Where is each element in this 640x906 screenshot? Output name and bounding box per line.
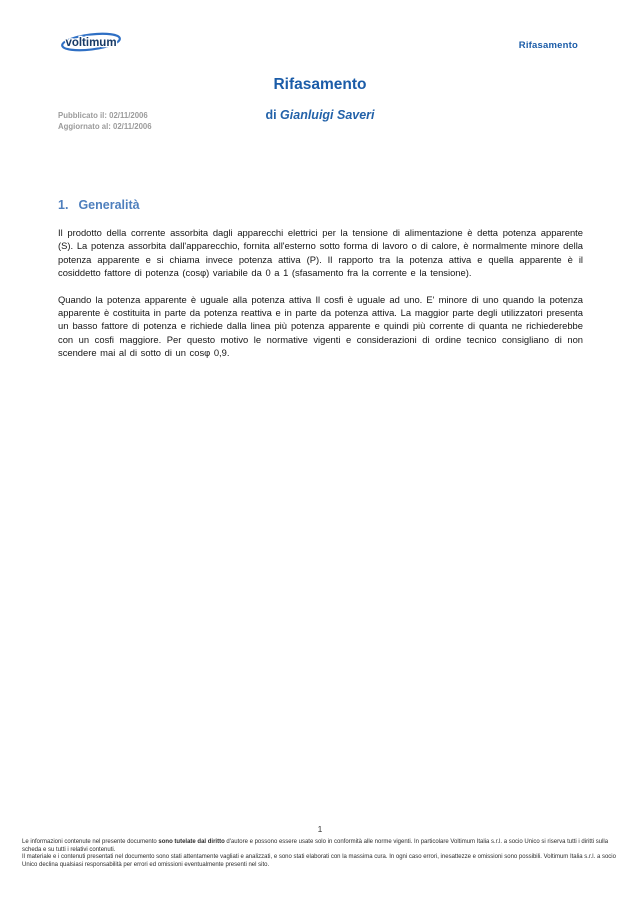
- author-name: Gianluigi Saveri: [280, 108, 375, 122]
- page-number: 1: [317, 824, 323, 834]
- footer-legal: [22, 839, 620, 869]
- logo-orbit-icon: [60, 30, 122, 54]
- section-number: 1.: [58, 198, 69, 212]
- logo-wordmark: voltimum: [65, 37, 117, 49]
- legal-paragraph: [22, 839, 620, 854]
- updated-date: Aggiornato al: 02/11/2006: [58, 121, 152, 131]
- legal-paragraph: Il materiale e i contenuti presentati nel documento sono stati attentamente vagliati e analizzati, e sono stati elaborati con la massima cura. In ogni caso errori, inesattezze e omissioni sono possibili. Voltimum Italia s.r.l. a socio Unico declina qualsiasi responsabilità per errori ed omissioni eventualmente presenti nel sito.: [22, 854, 616, 868]
- body-text: [58, 226, 583, 373]
- legal-text-pre: Le informazioni contenute nel presente documento: [22, 839, 159, 845]
- page-title: Rifasamento: [273, 76, 367, 93]
- section-title: Generalità: [78, 198, 140, 212]
- byline: [0, 108, 640, 122]
- published-date: Pubblicato il: 02/11/2006: [58, 111, 148, 120]
- section-heading: [58, 198, 140, 212]
- voltimum-logo: [60, 30, 122, 54]
- byline-prefix: di: [265, 108, 281, 122]
- legal-text-post: d'autore e possono essere usate solo in conformità alle norme vigenti. In particolare Voltimum Italia s.r.l. a socio Unico si riserva tutti i diritti sulla scheda e su tutti i relativi contenuti.: [22, 839, 609, 853]
- legal-text-bold: sono tutelate dal diritto: [158, 839, 225, 845]
- paragraph: Quando la potenza apparente è uguale alla potenza attiva Il cosfi è uguale ad uno. E' minore di uno quando la potenza apparente è costituita in parte da potenza reattiva e in parte da potenza attiva. La maggior parte degli utilizzatori presenta un basso fattore di potenza e richiede dalla linea più potenza apparente e quindi più corrente di quanta ne richiederebbe con un cosfi maggiore. Per questo motivo le normative vigenti e considerazioni di ordine tecnico consigliano di non scendere mai al di sotto di un cosφ 0,9.: [58, 293, 583, 359]
- paragraph: Il prodotto della corrente assorbita dagli apparecchi elettrici per la tensione di alimentazione è detta potenza apparente (S). La potenza assorbita dall'apparecchio, fornita all'esterno sotto forma di lavoro o di calore, è normalmente minore della potenza apparente e si chiama invece potenza attiva (P). Il rapporto tra la potenza attiva e quella apparente è il cosiddetto fattore di potenza (cosφ) variabile da 0 a 1 (sfasamento fra la corrente e la tensione).: [58, 227, 583, 279]
- header-doc-title: Rifasamento: [518, 40, 578, 51]
